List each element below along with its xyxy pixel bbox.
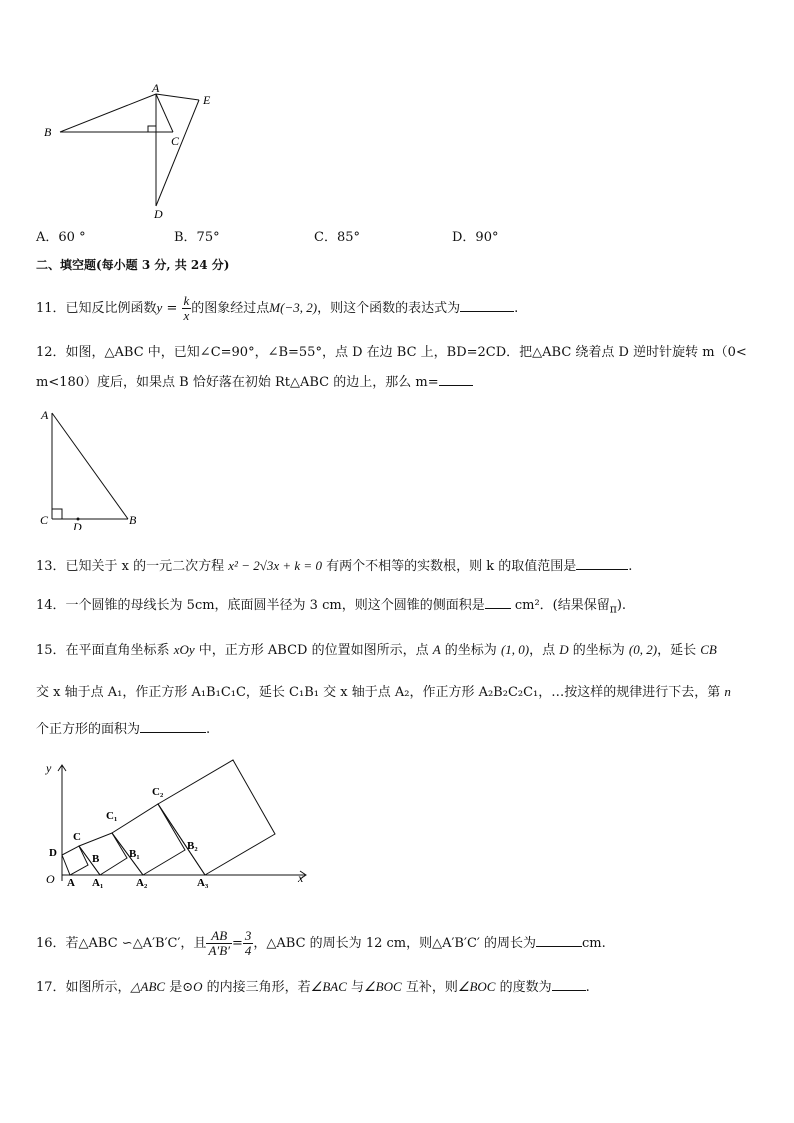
- q16-blank[interactable]: [536, 934, 582, 947]
- q11-fraction: [182, 294, 192, 323]
- axis-y-label: y: [46, 761, 52, 775]
- q15-A: A: [432, 642, 441, 657]
- label-A: A: [67, 877, 75, 889]
- q15-t4: ，点: [529, 643, 560, 658]
- q17-end: .: [585, 980, 590, 995]
- option-c: C．85°: [314, 230, 360, 245]
- q13-text: 13．已知关于 x 的一元二次方程: [36, 559, 229, 574]
- q15-CB: CB: [700, 642, 717, 657]
- q16-ratio: [206, 929, 232, 958]
- q11-text: 11．已知反比例函数: [36, 301, 157, 316]
- label-C2: C₂: [152, 786, 164, 798]
- question-13: [36, 557, 632, 576]
- label-C1: C₁: [106, 810, 118, 822]
- question-11: [36, 294, 518, 323]
- label-C: C: [171, 134, 180, 148]
- q14-blank[interactable]: [485, 596, 511, 609]
- q13-end: .: [628, 559, 633, 574]
- question-15-line1: [36, 641, 717, 660]
- question-15-line2: [36, 683, 731, 702]
- q12-blank[interactable]: [439, 373, 473, 386]
- q16-eq: =: [232, 936, 243, 951]
- label-A: A: [41, 408, 49, 422]
- q14-post: cm²．(结果保留: [510, 598, 610, 613]
- q15-text2: 交 x 轴于点 A₁，作正方形 A₁B₁C₁C，延长 C₁B₁ 交 x 轴于点 A₂，作正方形 A₂B₂C₂C₁，…按这样的规律进行下去，第: [36, 685, 725, 700]
- q17-t2: 是⊙: [165, 980, 194, 995]
- q17-boc: ∠BOC: [364, 979, 402, 994]
- q16-post: cm.: [581, 936, 606, 951]
- question-12-line1: 12．如图，△ABC 中，已知∠C=90°，∠B=55°，点 D 在边 BC 上，BD=2CD．把△ABC 绕着点 D 逆时针旋转 m（0<: [36, 345, 747, 360]
- q15-xoy: xOy: [173, 642, 195, 657]
- q15-t1: 15．在平面直角坐标系: [36, 643, 174, 658]
- question-14: [36, 596, 626, 619]
- q17-t3: 的内接三角形，若: [202, 980, 311, 995]
- q11-post: ，则这个函数的表达式为: [317, 301, 461, 316]
- q11-y: y: [156, 300, 163, 315]
- q13-equation: x² − 2√3x + k = 0: [228, 558, 322, 573]
- q15-t2: 中，正方形 ABCD 的位置如图所示，点: [194, 643, 433, 658]
- q17-boc2: ∠BOC: [457, 979, 496, 994]
- label-B: B: [44, 125, 52, 139]
- q11-point: M(−3, 2): [269, 300, 318, 315]
- label-D: D: [49, 847, 57, 859]
- question-16: [36, 929, 606, 958]
- question-17: [36, 978, 590, 997]
- q15-n: n: [724, 684, 731, 699]
- q15-end: .: [206, 722, 211, 737]
- axis-x-label: x: [298, 871, 304, 885]
- q16-fnum: 3: [244, 928, 252, 943]
- q16-value: [243, 929, 254, 958]
- figure-rotated-triangles: [38, 80, 228, 225]
- q17-bac: ∠BAC: [310, 979, 347, 994]
- q16-fden: 4: [244, 943, 252, 958]
- q14-text: 14．一个圆锥的母线长为 5cm，底面圆半径为 3 cm，则这个圆锥的侧面积是: [36, 598, 485, 613]
- q17-t4: 与: [346, 980, 365, 995]
- option-b: B．75°: [174, 230, 220, 245]
- label-A2: A₂: [136, 877, 148, 889]
- q15-text3: 个正方形的面积为: [36, 722, 141, 737]
- figure-right-triangle: [36, 405, 146, 530]
- q15-t5: 的坐标为: [568, 643, 629, 658]
- label-B2: B₂: [187, 840, 198, 852]
- q17-blank[interactable]: [552, 978, 586, 991]
- q16-text: 16．若△ABC ∽△A′B′C′，且: [36, 936, 207, 951]
- q13-post: 有两个不相等的实数根，则 k 的取值范围是: [321, 559, 577, 574]
- q11-k: k: [183, 293, 190, 308]
- q11-x: x: [183, 308, 190, 323]
- q17-t5: 互补，则: [401, 980, 458, 995]
- q11-eq: =: [162, 301, 182, 316]
- label-O: O: [46, 872, 55, 886]
- label-B: B: [129, 513, 137, 527]
- q17-t6: 的度数为: [495, 980, 552, 995]
- q12-text: m<180）度后，如果点 B 恰好落在初始 Rt△ABC 的边上，那么 m=: [36, 375, 439, 390]
- q17-O: O: [193, 979, 203, 994]
- q11-mid: 的图象经过点: [191, 301, 270, 316]
- label-B1: B₁: [129, 848, 140, 860]
- question-12-line2: [36, 373, 473, 392]
- label-A: A: [152, 81, 160, 95]
- q17-tri: △ABC: [130, 979, 166, 994]
- label-B: B: [92, 853, 100, 865]
- label-A1: A₁: [92, 877, 104, 889]
- q15-Acoord: (1, 0): [500, 642, 530, 657]
- q17-t1: 17．如图所示，: [36, 980, 131, 995]
- question-15-line3: [36, 720, 210, 739]
- label-C: C: [73, 831, 81, 843]
- label-C: C: [40, 513, 49, 527]
- q11-blank[interactable]: [460, 299, 514, 312]
- section-title: 二、填空题(每小题 3 分, 共 24 分): [36, 258, 230, 272]
- q14-end: ).: [616, 598, 627, 613]
- q14-pi: π: [609, 602, 617, 616]
- q15-t3: 的坐标为: [440, 643, 501, 658]
- label-E: E: [203, 93, 211, 107]
- label-D: D: [154, 207, 163, 221]
- q11-end: .: [514, 301, 519, 316]
- option-a: A．60 °: [36, 230, 86, 245]
- q16-mid: ，△ABC 的周长为 12 cm，则△A′B′C′ 的周长为: [253, 936, 536, 951]
- label-D: D: [73, 520, 82, 530]
- q13-blank[interactable]: [576, 557, 628, 570]
- label-A3: A₃: [197, 877, 209, 889]
- figure-squares-coordinate: [40, 755, 320, 895]
- q16-num: AB: [206, 929, 232, 944]
- q15-D: D: [559, 642, 569, 657]
- q15-t6: ，延长: [657, 643, 701, 658]
- option-d: D．90°: [452, 230, 499, 245]
- q15-blank[interactable]: [140, 720, 206, 733]
- q16-den: A′B′: [208, 943, 231, 958]
- q15-Dcoord: (0, 2): [628, 642, 658, 657]
